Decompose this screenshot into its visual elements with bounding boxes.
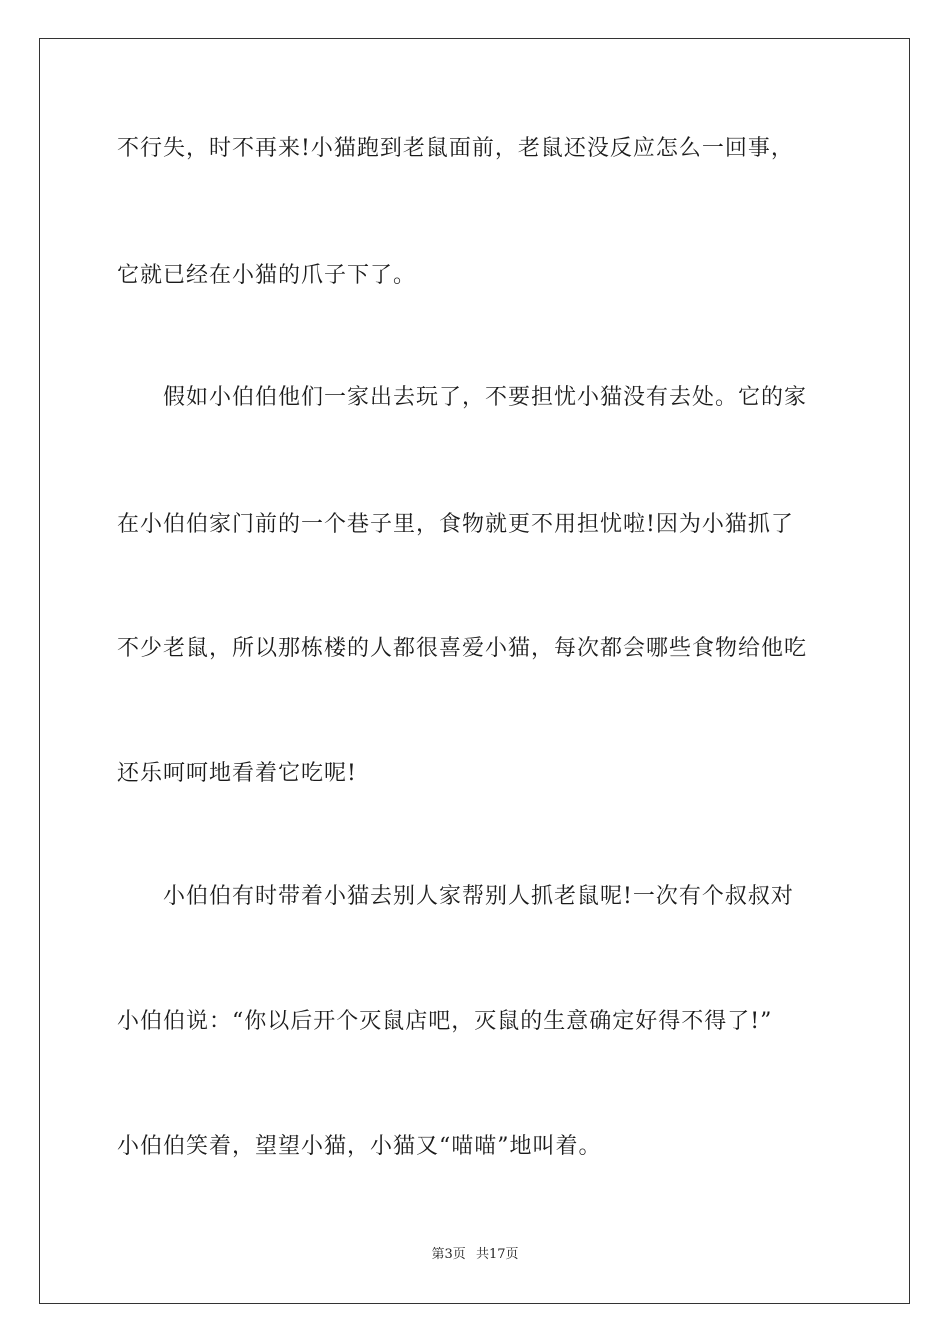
paragraph-start-line: 假如小伯伯他们一家出去玩了，不要担忧小猫没有去处。它的家 <box>163 385 808 410</box>
text-line: 不少老鼠，所以那栋楼的人都很喜爱小猫，每次都会哪些食物给他吃 <box>117 636 808 661</box>
text-line: 不行失，时不再来!小猫跑到老鼠面前，老鼠还没反应怎么一回事， <box>117 136 794 161</box>
page-footer <box>0 1246 950 1264</box>
page-border <box>39 38 910 1304</box>
total-page-count: 共17页 <box>475 1247 519 1262</box>
text-line: 它就已经在小猫的爪子下了。 <box>117 263 417 288</box>
paragraph-start-line: 小伯伯有时带着小猫去别人家帮别人抓老鼠呢!一次有个叔叔对 <box>163 884 794 909</box>
text-line: 还乐呵呵地看着它吃呢! <box>117 761 357 786</box>
text-line: 小伯伯说：“你以后开个灭鼠店吧，灭鼠的生意确定好得不得了!” <box>117 1009 773 1034</box>
current-page-number: 第3页 <box>431 1247 466 1262</box>
text-line: 在小伯伯家门前的一个巷子里，食物就更不用担忧啦!因为小猫抓了 <box>117 512 794 537</box>
text-line: 小伯伯笑着，望望小猫，小猫又“喵喵”地叫着。 <box>117 1134 602 1159</box>
